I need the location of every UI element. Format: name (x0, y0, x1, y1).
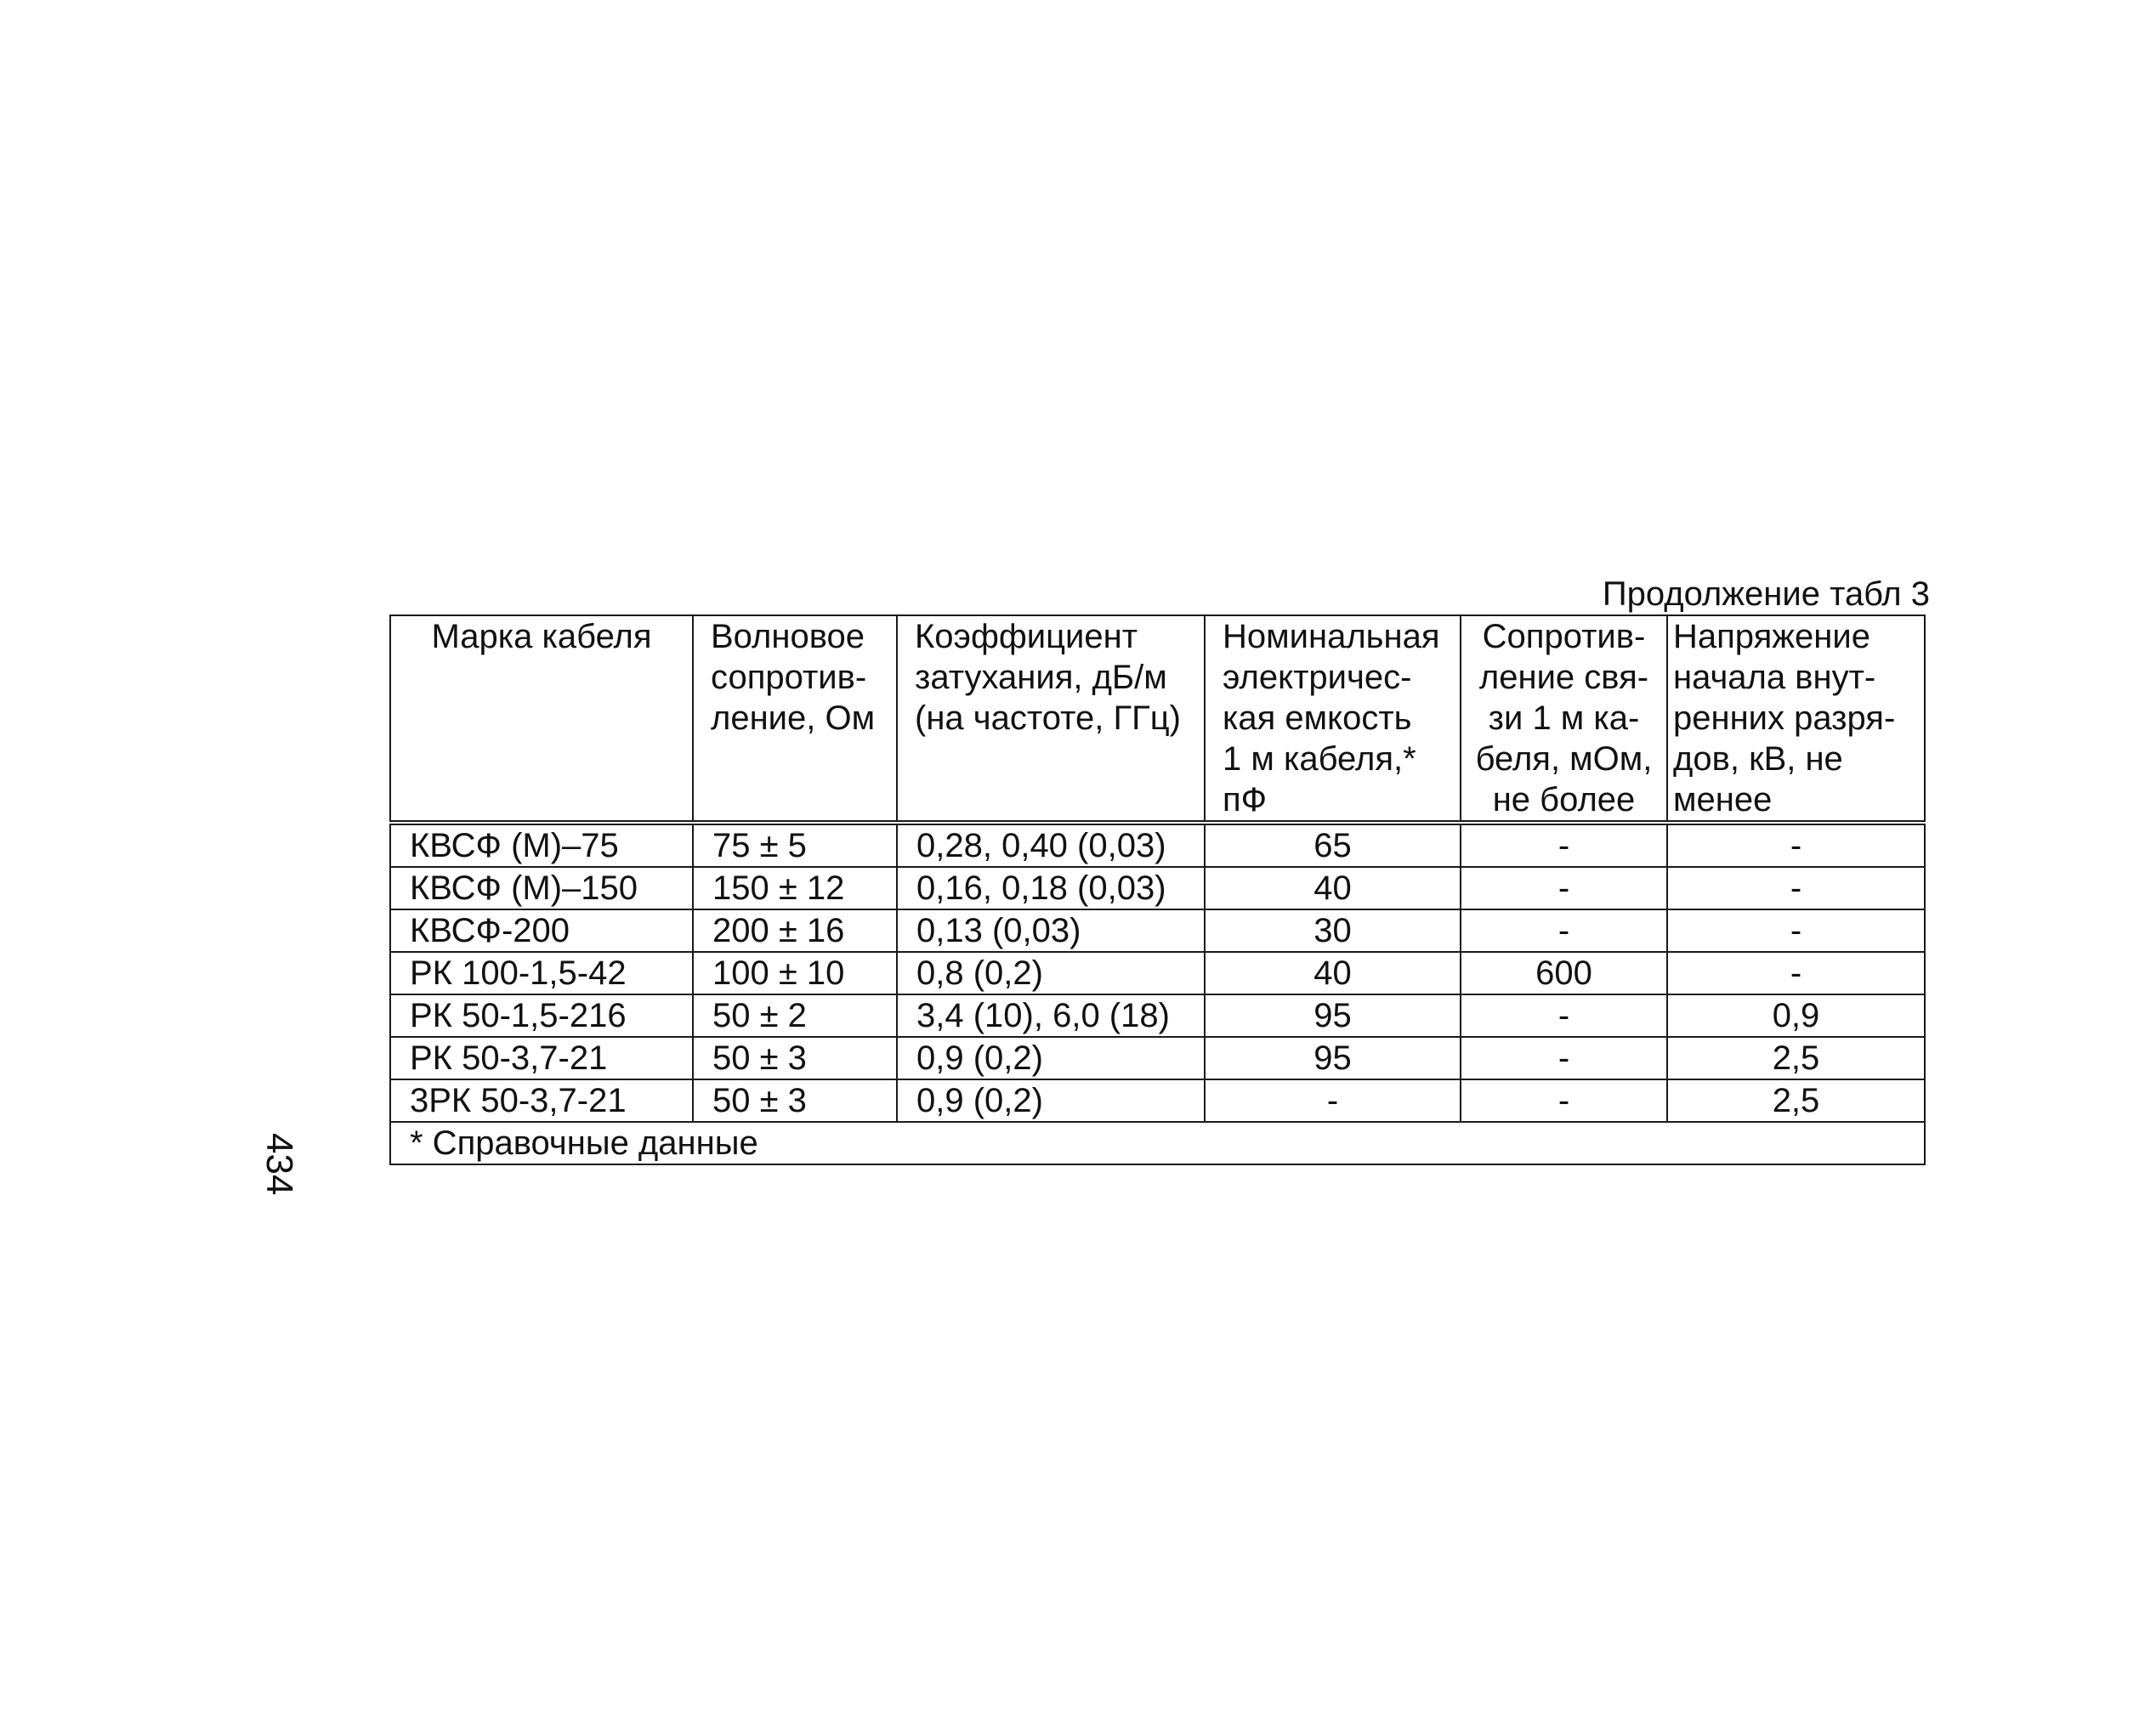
table-cell: 0,16, 0,18 (0,03) (897, 867, 1205, 909)
table-cell: - (1667, 952, 1925, 994)
table-footnote-row (390, 1122, 1925, 1164)
table-cell: КВСФ (М)–75 (390, 823, 693, 867)
column-header-4 (1461, 615, 1667, 823)
column-header-line: затухания, дБ/м (915, 659, 1167, 696)
column-header-line: ренних разря- (1673, 699, 1896, 737)
column-header-line: Марка кабеля (431, 618, 652, 655)
column-header-line: (на частоте, ГГц) (915, 699, 1181, 737)
table-cell: 600 (1461, 952, 1667, 994)
table-cell: 40 (1205, 952, 1461, 994)
table-cell: 100 ± 10 (693, 952, 897, 994)
column-header-line: 1 м кабеля,* (1223, 740, 1416, 778)
table-cell: 3,4 (10), 6,0 (18) (897, 994, 1205, 1037)
table-row (390, 867, 1925, 909)
cable-specs-table (389, 614, 1926, 1165)
table-cell: 3РК 50-3,7-21 (390, 1079, 693, 1122)
table-cell: 150 ± 12 (693, 867, 897, 909)
column-header-line: ление, Ом (711, 699, 876, 737)
column-header-3 (1205, 615, 1461, 823)
column-header-line: Напряжение (1673, 618, 1870, 655)
table-cell: 0,13 (0,03) (897, 909, 1205, 952)
column-header-line: менее (1673, 781, 1773, 818)
column-header-line: пФ (1223, 781, 1268, 818)
table-cell: РК 100-1,5-42 (390, 952, 693, 994)
table-cell: КВСФ-200 (390, 909, 693, 952)
table-caption: Продолжение табл 3 (1602, 575, 1930, 613)
table-row (390, 1079, 1925, 1122)
column-header-line: не более (1492, 781, 1636, 818)
table-cell: 0,9 (0,2) (897, 1037, 1205, 1079)
table-cell: 50 ± 2 (693, 994, 897, 1037)
table-cell: 50 ± 3 (693, 1079, 897, 1122)
table-row (390, 994, 1925, 1037)
column-header-line: зи 1 м ка- (1488, 699, 1640, 737)
table-cell: 30 (1205, 909, 1461, 952)
table-cell: - (1667, 823, 1925, 867)
column-header-2 (897, 615, 1205, 823)
column-header-line: электричес- (1223, 659, 1412, 696)
table-row (390, 1037, 1925, 1079)
table-row (390, 823, 1925, 867)
page-number: 434 (258, 1133, 300, 1196)
table-body (390, 823, 1925, 1122)
table-cell: - (1461, 1037, 1667, 1079)
table-cell: - (1461, 1079, 1667, 1122)
table-cell: - (1461, 909, 1667, 952)
table-cell: 200 ± 16 (693, 909, 897, 952)
table-cell: 2,5 (1667, 1079, 1925, 1122)
table-cell: 75 ± 5 (693, 823, 897, 867)
table-footnote: * Справочные данные (390, 1122, 1925, 1164)
table-cell: - (1461, 823, 1667, 867)
table-cell: 50 ± 3 (693, 1037, 897, 1079)
column-header-line: сопротив- (711, 659, 867, 696)
table-cell: - (1461, 994, 1667, 1037)
column-header-5 (1667, 615, 1925, 823)
cable-table-container (389, 614, 1924, 1165)
table-cell: РК 50-3,7-21 (390, 1037, 693, 1079)
column-header-line: дов, кВ, не (1673, 740, 1843, 778)
table-cell: 65 (1205, 823, 1461, 867)
table-cell: КВСФ (М)–150 (390, 867, 693, 909)
table-row (390, 952, 1925, 994)
table-cell: - (1205, 1079, 1461, 1122)
table-cell: 0,9 (0,2) (897, 1079, 1205, 1122)
table-cell: 0,28, 0,40 (0,03) (897, 823, 1205, 867)
column-header-line: Коэффициент (915, 618, 1138, 655)
table-cell: - (1461, 867, 1667, 909)
table-cell: 95 (1205, 994, 1461, 1037)
column-header-line: беля, мОм, (1475, 740, 1653, 778)
column-header-line: начала внут- (1673, 659, 1876, 696)
table-cell: РК 50-1,5-216 (390, 994, 693, 1037)
column-header-line: кая емкость (1223, 699, 1412, 737)
table-cell: 95 (1205, 1037, 1461, 1079)
table-cell: 0,9 (1667, 994, 1925, 1037)
column-header-line: Сопротив- (1482, 618, 1646, 655)
table-cell: 2,5 (1667, 1037, 1925, 1079)
table-header-row (390, 615, 1925, 823)
table-cell: 40 (1205, 867, 1461, 909)
table-cell: - (1667, 867, 1925, 909)
column-header-0 (390, 615, 693, 823)
table-cell: - (1667, 909, 1925, 952)
column-header-1 (693, 615, 897, 823)
table-cell: 0,8 (0,2) (897, 952, 1205, 994)
column-header-line: ление свя- (1478, 659, 1649, 696)
column-header-line: Номинальная (1223, 618, 1440, 655)
column-header-line: Волновое (711, 618, 865, 655)
table-row (390, 909, 1925, 952)
